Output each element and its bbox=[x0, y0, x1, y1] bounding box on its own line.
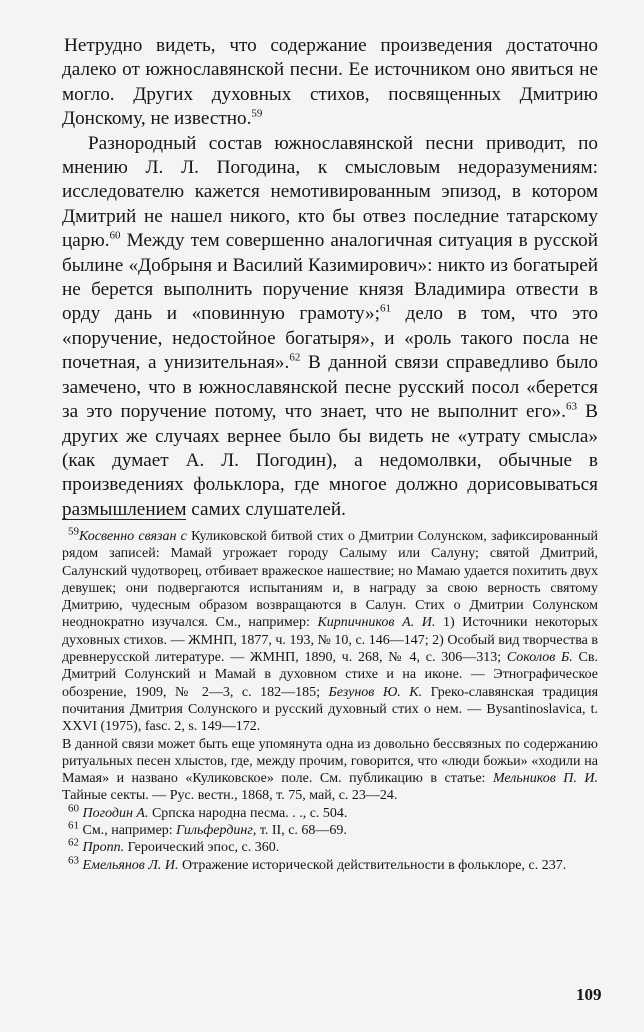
footnote-text: 1) Источники некоторых духовных стихов. — ЖМНП, 1877, ч. 193, № 10, с. 146—147; 2) Особый вид творчества в древнерусской литературе. — ЖМНП, 1890, ч. 268, № 4, с. 306—313; bbox=[62, 615, 598, 666]
footnote-text: Куликовской битвой стих о Дмитрии Солунском, зафиксированный рядом записей: Мамай угрожает городу Салыму или Салуну; святой Дмитрий, Салунский чудотворец, отбивает вражеское нашествие; но Мамаю удается похитить двух девушек; они подвергаются испытаниям и, в награду за свою верность святому Дмитрию, чудесным образом возвращаются в Салун. Стих о Дмитрии Солунском неоднократно изучался. См., например: bbox=[62, 529, 598, 631]
paragraph-2-part-1: Разнородный состав южнославянской песни приводит, по мнению Л. Л. Погодина, к смысловым недоразумениям: исследователю кажется немотивированным эпизод, в котором Дмитрий не нашел никого, кто бы отвез последние татарскому царю. bbox=[62, 132, 598, 252]
footnote-ref-59: 59 bbox=[251, 107, 263, 120]
footnote-italic: Косвенно связан с bbox=[79, 529, 187, 544]
footnote-text: Отражение исторической действительности в фольклоре, с. 237. bbox=[178, 857, 567, 873]
paragraph-2-part-4: В данной связи справедливо было замечено, что в южнославянской песне русский посол «берется за это поручение потому, что знает, что не выполнит его». bbox=[62, 352, 598, 423]
footnote-author: Мельников П. И. bbox=[492, 771, 598, 787]
footnote-text: Героический эпос, с. 360. bbox=[124, 840, 280, 856]
footnote-ref-60: 60 bbox=[109, 229, 121, 242]
footnote-text: Св. Дмитрий Солунский и Мамай в духовном стихе и на иконе. — Этнографическое обозрение, 1909, № 2—3, с. 182—185; bbox=[62, 650, 598, 700]
paragraph-2 bbox=[62, 132, 598, 523]
main-text bbox=[62, 34, 598, 522]
footnote-mark: 60 bbox=[68, 802, 79, 815]
paragraph-1 bbox=[62, 34, 598, 132]
footnote-mark: 59 bbox=[68, 525, 79, 538]
footnote-text: См., например: bbox=[79, 823, 177, 839]
footnote-author: Емельянов Л. И. bbox=[82, 857, 179, 873]
footnote-text: Српска народна песма. . ., с. 504. bbox=[148, 805, 348, 821]
footnote-author: Погодин А. bbox=[82, 805, 149, 821]
footnote-ref-63: 63 bbox=[565, 400, 577, 413]
footnote-mark: 62 bbox=[68, 836, 79, 849]
footnote-59 bbox=[62, 525, 599, 736]
footnote-divider bbox=[62, 519, 186, 520]
footnote-text: , т. II, с. 68—69. bbox=[252, 823, 347, 839]
footnote-63 bbox=[62, 853, 598, 874]
footnote-62 bbox=[62, 836, 598, 856]
paragraph-2-part-3: дело в том, что это «поручение, недостойное богатыря», и «роль такого посла не почетная, а унизительная». bbox=[62, 303, 598, 374]
paragraph-2-part-5: В других же случаях вернее было бы видеть не «утрату смысла» (как думает А. Л. Погодин), а недомолвки, обычные в произведениях фольклора, где многое должно дорисовываться размышлением самих слушателей. bbox=[62, 401, 598, 520]
footnote-author: Соколов Б. bbox=[506, 650, 573, 666]
footnote-59-continued bbox=[62, 736, 598, 805]
footnotes bbox=[62, 525, 599, 874]
footnote-61 bbox=[62, 819, 598, 839]
page-number: 109 bbox=[576, 985, 602, 1004]
footnote-author: Пропп. bbox=[82, 840, 125, 856]
footnote-mark: 61 bbox=[68, 819, 79, 832]
footnote-60 bbox=[62, 802, 598, 822]
footnote-author: Кирпичников А. И. bbox=[317, 615, 436, 631]
footnote-author: Безунов Ю. К. bbox=[328, 684, 423, 700]
footnote-text: Греко-славянская традиция почитания Дмитрия Солунского и русский духовный стих о нем. — Bysantinoslavica, t. XXVI (1975), fasc. 2, s. 149—172. bbox=[62, 684, 599, 735]
paragraph-2-part-2: Между тем совершенно аналогичная ситуация в русской былине «Добрыня и Василий Казимирович»: никто из богатырей не берется выполнить поручение князя Владимира отвести в орду дань и «повинную грамоту»; bbox=[62, 230, 598, 325]
footnote-ref-62: 62 bbox=[289, 351, 301, 364]
footnote-author: Гильфердинг bbox=[176, 823, 253, 839]
footnote-mark: 63 bbox=[68, 853, 79, 866]
footnote-text: Тайные секты. — Рус. вестн., 1868, т. 75, май, с. 23—24. bbox=[62, 788, 398, 804]
footnote-text: В данной связи может быть еще упомянута одна из довольно бессвязных по содержанию ритуальных песен хлыстов, где, между прочим, говорится, что «люди божьи» «ходили на Мамая» и названо «Куликовское» поле. См. публикацию в статье: bbox=[62, 736, 598, 787]
footnote-ref-61: 61 bbox=[379, 303, 391, 316]
paragraph-1-text: Нетрудно видеть, что содержание произведения достаточно далеко от южнославянской песни. Ее источником оно явиться не могло. Других духовных стихов, посвященных Дмитрию Донскому, не известно. bbox=[62, 35, 598, 130]
